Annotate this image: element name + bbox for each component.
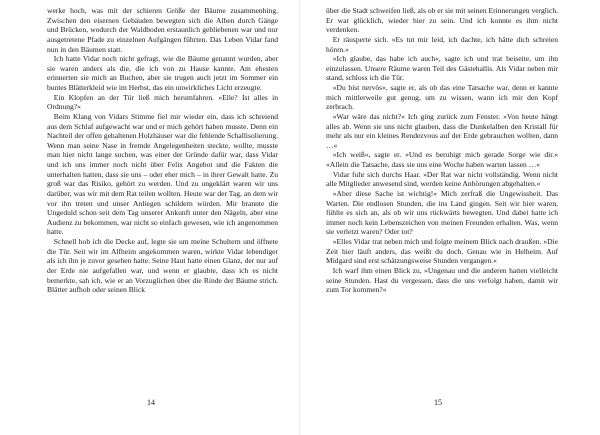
right-page: [300, 0, 600, 435]
page-number-left: 14: [147, 398, 155, 407]
page-number-right: 15: [434, 398, 442, 407]
paragraph: Ich hatte Vidar noch nicht gefragt, wie die Bäume genannt wurden, aber sie waren anders als die, die ich von zu Hause kannte. Am ehesten erinnerten sie mich an Buchen, aber sie trugen auch jetzt im Sommer ein buntes Blätterkleid wie im Herbst, das ein unwirkliches Licht erzeugte.: [47, 54, 278, 92]
paragraph: über die Stadt schweifen ließ, als ob er sie mit seinen Erinnerungen verglich. Er war glücklich, wieder hier zu sein. Und ich konnte es ihm nicht verdenken.: [326, 6, 558, 35]
paragraph: »Ich glaube, das habe ich auch«, sagte ich und trat beiseite, um ihn einzulassen. Unsere Räume waren Teil des Gästehallis. Als Vidar neben mir stand, schloss ich die Tür.: [326, 54, 558, 83]
paragraph: »Elles Vidar trat neben mich und folgte meinem Blick nach draußen. »Die Zeit hier läuft anders, das weißt du doch. Genau wie in Helheim. Auf Midgard sind erst schätzungsweise Stunden vergangen.«: [326, 237, 558, 266]
paragraph: »Aber diese Sache ist wichtig!« Mich zerfraß die Ungewissheit. Das Warten. Die endlosen Stunden, die ins Land gingen. Seit wir hier waren, fühlte es sich an, als ob wir uns rückwärts bewegten. Und dabei hatte ich immer noch kein Lebenszeichen von meinen Freunden erhalten. Was, wenn sie verletzt waren? Oder tot?: [326, 188, 558, 237]
paragraph: Ich warf ihm einen Blick zu, »Ungenau und die anderen hatten vielleicht seine Stunden. Hast du vergessen, dass die uns verfolgt haben, damit wir zum Tor kommen?«: [326, 265, 558, 295]
right-page-text: [326, 6, 558, 295]
paragraph: werke hoch, was mit der schieren Größe der Bäume zusammenhing. Zwischen den eisernen Gebäuden bewegten sich die Alben durch Gänge und Brücken, wodurch der Waldboden erstaunlich gebliebenen war und nur ausgetretene Pfade zu einzelnen Aufgängen führten. Das Leben Vidar fand nun in den Bäumen statt.: [47, 6, 278, 54]
paragraph: Schnell hob ich die Decke auf, legte sie um meine Schultern und öffnete die Tür. Seit wir im Alfheim angekommen waren, wirkte Vidar lebendiger als ich ihn je zuvor gesehen hatte. Seine Haut hatte einen Glanz, der nur auf der Erde nie aufgefallen war, und wenn er glaubte, dass ich es nicht bemerkte, sah ich, wie er an Vorzuglichen über die Rinde der Bäume strich. Blätter aufhob oder seinen Blick: [47, 237, 278, 295]
paragraph: »Du bist nervös«, sagte er, als ob das eine Tatsache war, denn er kannte mich mittlerweile gut genug, um zu wissen, wann ich mir den Kopf zerbrach.: [326, 83, 558, 112]
paragraph: Er räusperte sich. »Es tut mir leid, ich dachte, ich hätte dich schreien hören.«: [326, 34, 558, 54]
left-page-text: [47, 6, 278, 295]
paragraph: »War wäre das nicht?« Ich ging zurück zum Fenster. »Von heute hängt alles ab. Wenn sie uns nicht glauben, dass die Dunkelalben den Kristall für mehr als nur ein kleines Rendezvous auf der Erde gebrauchen wollten, dann …«: [326, 111, 558, 150]
paragraph: Ein Klopfen an der Tür ließ mich herumfahren. »Elle? Ist alles in Ordnung?«: [47, 92, 278, 112]
paragraph: Beim Klang von Vidars Stimme fiel mir wieder ein, dass ich schreiend aus dem Schlaf aufgewacht war und er mich gehört haben musste. Denn ein Nachteil der offen gehaltenen Holzhäuser war die fehlende Schallisolierung. Wenn man seine Nase in fremde Angelegenheiten steckte, wollte, musste man hier nicht lange suchen, was einer der Gründe dafür war, dass Vidar und ich uns immer noch nicht über Felix Angebot und die Fakten die unterhalten hatten, dass sie uns – oder eher mich – in ihrer Gewalt hatte. Zu groß war das Risiko, gehört zu werden. Und zu ungeklärt waren wir uns darüber, was wir mit dem Rat teilen wollten. Heute war der Tag, an dem wir vor ihn treten und unser Anliegen schildern würden. Mir brannte die Ungeduld schon seit dem Tag unserer Ankunft unter den Nägeln, aber eine Audienz zu bekommen, war nicht so einfach gewesen, wie ich angenommen hatte.: [47, 111, 278, 237]
paragraph: Vidar fuhr sich durchs Haar. »Der Rat war nicht vollständig. Wenn nicht alle Mitglieder anwesend sind, werden keine Anhörungen abgehalten.«: [326, 169, 558, 189]
paragraph: »Ich weiß«, sagte er. »Und es beruhigt mich gerade Sorge wie dir.« »Allein die Tatsache, dass sie uns eine Woche haben warten lassen …«: [326, 150, 558, 169]
